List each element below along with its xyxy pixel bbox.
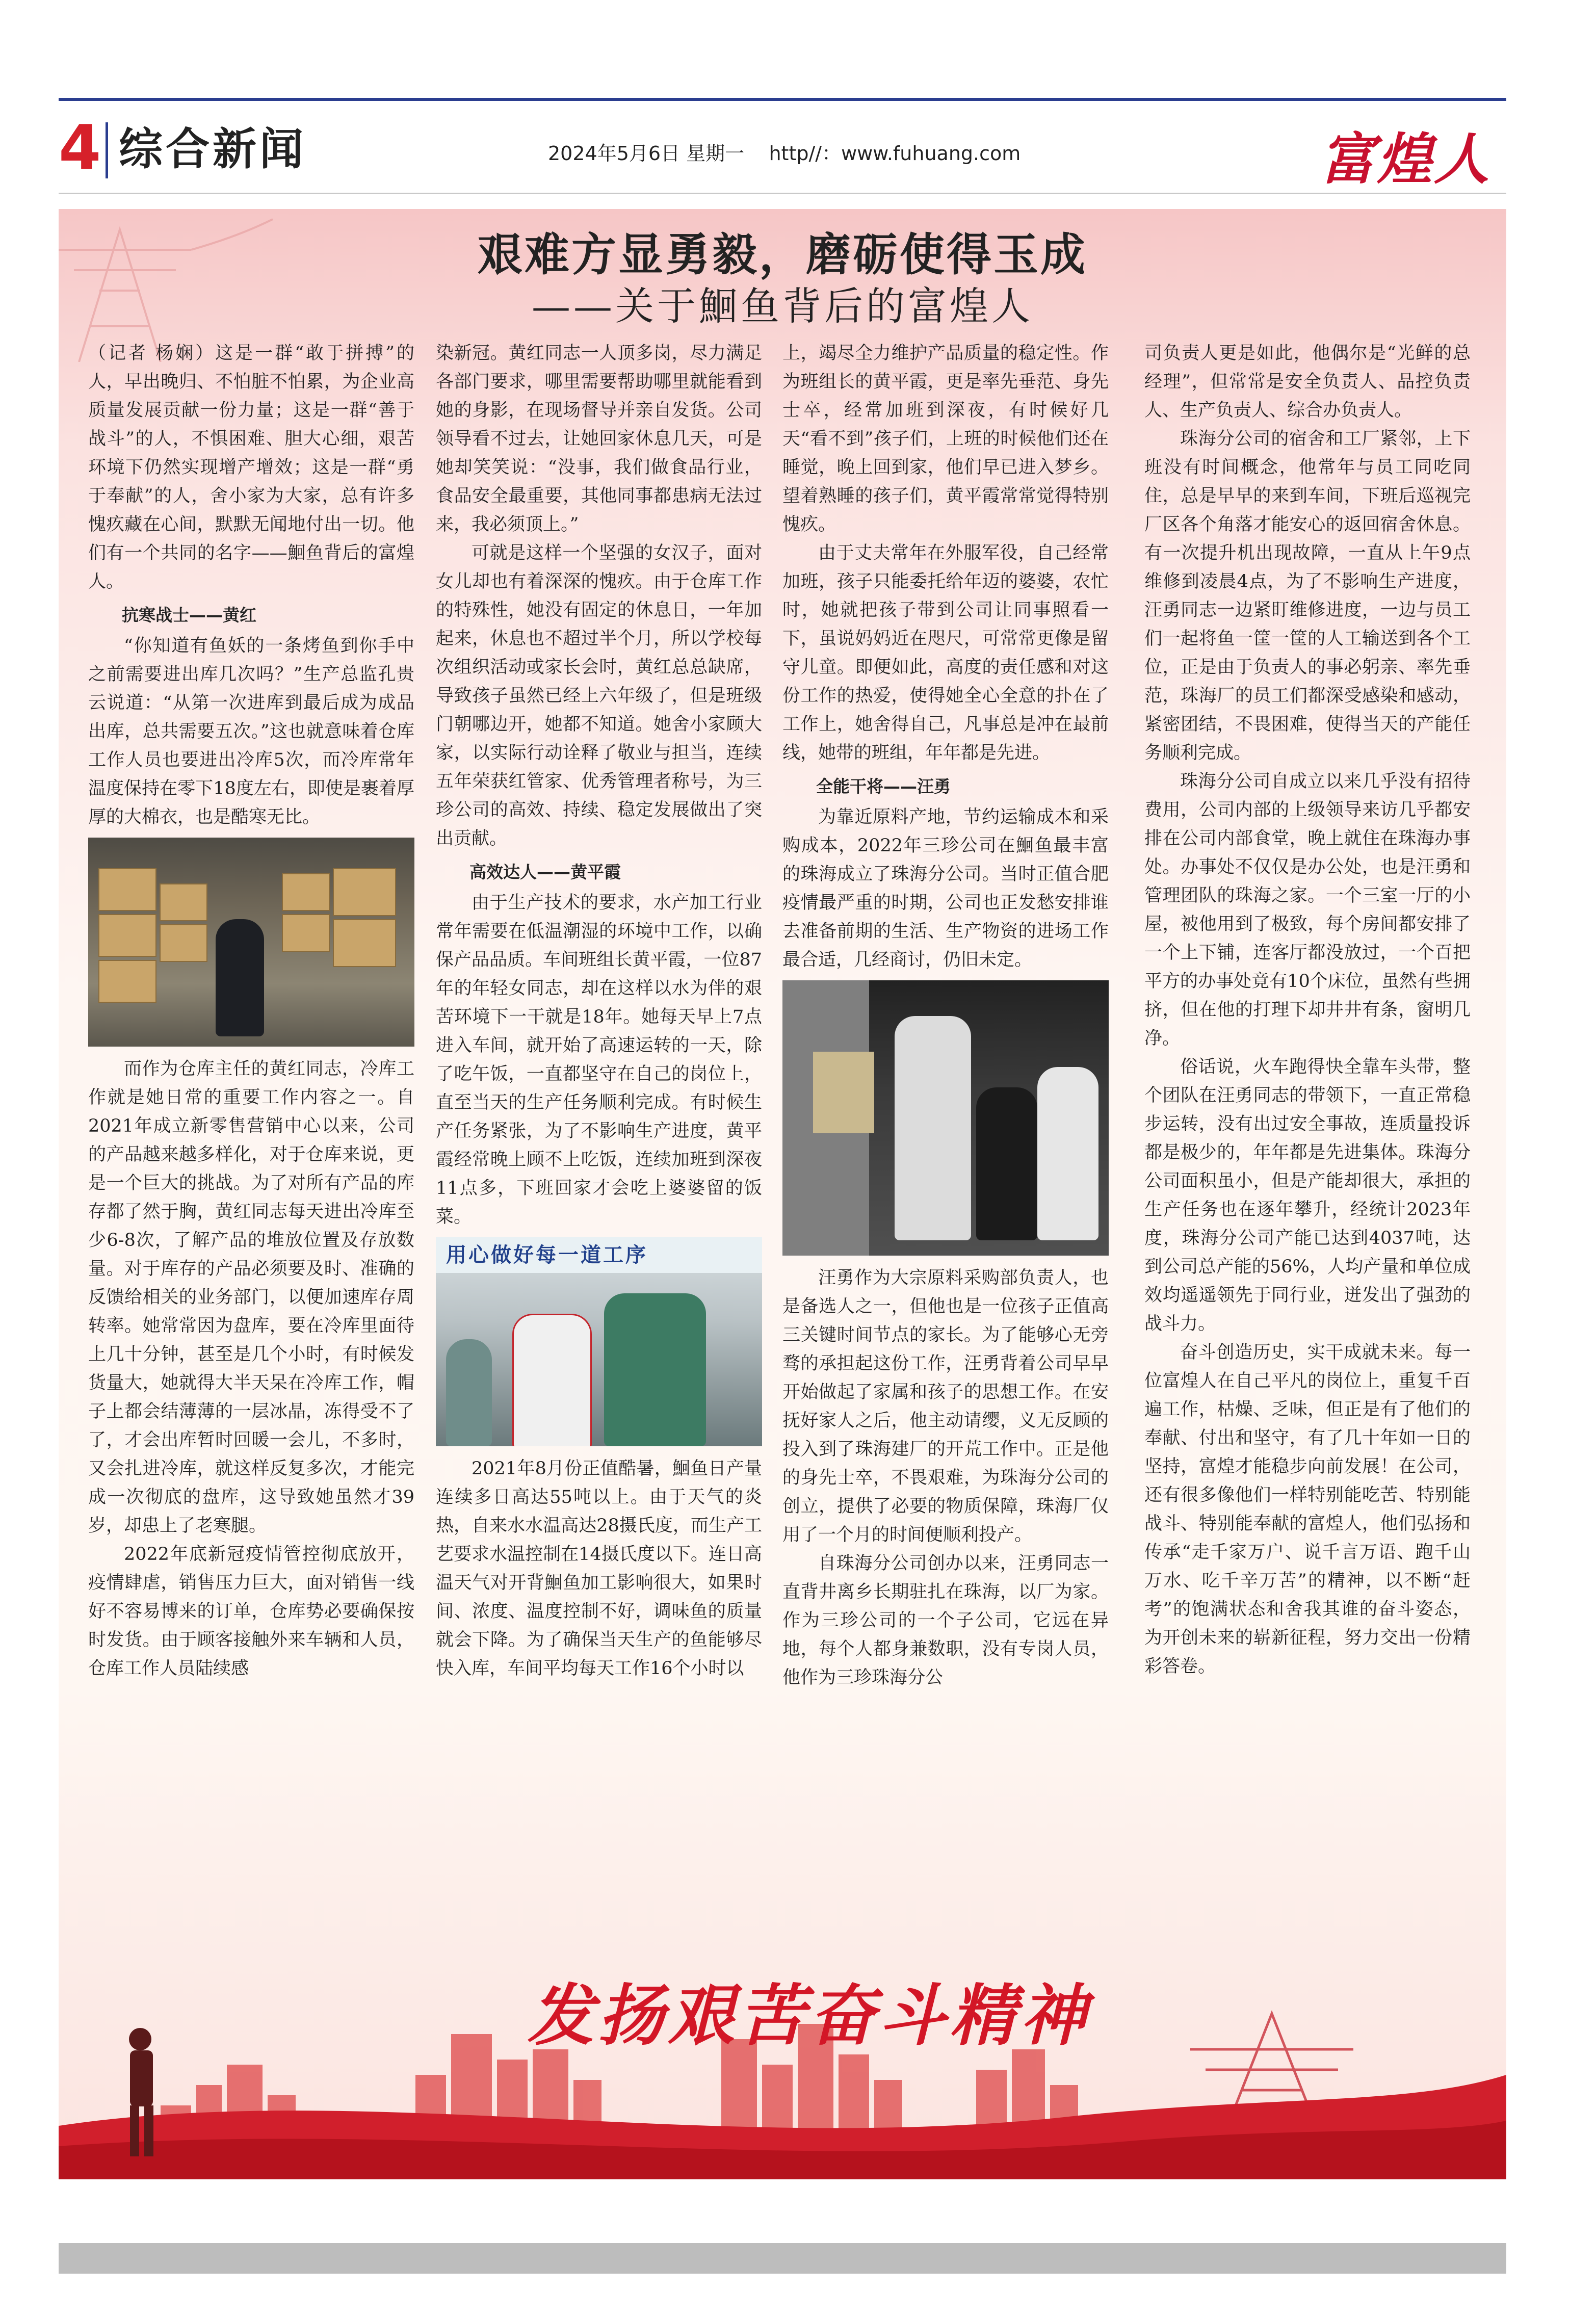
section-title: 综合新闻 <box>119 124 306 175</box>
paragraph: 为靠近原料产地，节约运输成本和采购成本，2022年三珍公司在鮰鱼最丰富的珠海成立了珠海分公司。当时正值合肥疫情最严重的时期，公司也正发愁安排谁去准备前期的生活、生产物资的进场工作最合适，几经商讨，仍旧未定。 <box>782 807 1109 970</box>
article-title: 艰难方显勇毅，磨砺使得玉成 <box>477 228 1087 281</box>
paragraph: 奋斗创造历史，实干成就未来。每一位富煌人在自己平凡的岗位上，重复千百遍工作，枯燥、乏味，但正是有了他们的奉献、付出和坚守，有了几十年如一日的坚持，富煌才能稳步向前发展！在公司，还有很多像他们一样特别能吃苦、特别能战斗、特别能奉献的富煌人，他们弘扬和传承“走千家万户、说千言万语、跑千山万水、吃千辛万苦”的精神，以不断“赶考”的饱满状态和舍我其谁的奋斗姿态，为开创未来的崭新征程，努力交出一份精彩答卷。 <box>1144 1342 1471 1677</box>
carton <box>98 914 156 957</box>
dateline <box>548 138 1021 166</box>
section-heading: 全能干将——汪勇 <box>816 776 951 796</box>
masthead-rule <box>59 193 1506 194</box>
section-heading: 抗寒战士——黄红 <box>122 605 256 625</box>
worker-figure <box>446 1339 492 1446</box>
paragraph: 俗话说，火车跑得快全靠车头带，整个团队在汪勇同志的带领下，一直正常稳步运转，没有出过安全事故，连质量投诉都是极少的，年年都是先进集体。珠海分公司面积虽小，但是产能却很大，承担的生产任务也在逐年攀升，经统计2023年度，珠海分公司产能已达到4037吨，达到公司总产能的56%，人均产量和单位成效均遥遥领先于同行业，迸发出了强劲的战斗力。 <box>1144 1057 1471 1334</box>
article-column-1 <box>88 339 414 1683</box>
carton <box>282 914 330 952</box>
machine-panel <box>813 1052 874 1133</box>
workshop-banner: 用心做好每一道工序 <box>436 1237 762 1273</box>
worker-figure <box>976 1087 1037 1240</box>
slogan-banner: 发扬艰苦奋斗精神 <box>528 1976 1091 2054</box>
paragraph: 2022年底新冠疫情管控彻底放开，疫情肆虐，销售压力巨大，面对销售一线好不容易博来的订单，仓库势必要确保按时发货。由于顾客接触外来车辆和人员，仓库工作人员陆续感 <box>88 1544 414 1679</box>
paragraph: 染新冠。黄红同志一人顶多岗，尽力满足各部门要求，哪里需要帮助哪里就能看到她的身影，在现场督导并亲自发货。公司领导看不过去，让她回家休息几天，可是她却笑笑说：“没事，我们做食品行业，食品安全最重要，其他同事都患病无法过来，我必须顶上。” <box>436 343 762 535</box>
article-column-4 <box>1144 339 1471 1681</box>
carton <box>282 873 330 911</box>
worker-figure <box>512 1314 592 1446</box>
paragraph: 珠海分公司的宿舍和工厂紧邻，上下班没有时间概念，他常年与员工同吃同住，总是早早的来到车间，下班后巡视完厂区各个角落才能安心的返回宿舍休息。有一次提升机出现故障，一直从上午9点维修到凌晨4点，为了不影响生产进度，汪勇同志一边紧盯维修进度，一边与员工们一起将鱼一筐一筐的人工输送到各个工位，正是由于负责人的事必躬亲、率先垂范，珠海厂的员工们都深受感染和感动，紧密团结，不畏困难，使得当天的产能任务顺利完成。 <box>1144 429 1471 763</box>
worker-figure <box>895 1016 971 1240</box>
paragraph: 自珠海分公司创办以来，汪勇同志一直背井离乡长期驻扎在珠海，以厂为家。作为三珍公司的一个子公司，它远在异地，每个人都身兼数职，没有专岗人员，他作为三珍珠海分公 <box>782 1553 1109 1688</box>
carton <box>98 868 156 911</box>
top-rule <box>59 98 1506 101</box>
carton <box>160 924 207 962</box>
feature-panel <box>59 209 1506 2179</box>
workshop-photo <box>436 1237 762 1446</box>
masthead <box>59 112 1506 192</box>
worker-figure <box>216 919 264 1036</box>
issue-date: 2024年5月6日 星期一 <box>548 142 745 165</box>
factory-night-photo <box>782 980 1109 1256</box>
worker-figure <box>1037 1067 1098 1240</box>
paragraph: 上，竭尽全力维护产品质量的稳定性。作为班组长的黄平霞，更是率先垂范、身先士卒，经常加班到深夜，有时候好几天“看不到”孩子们，上班的时候他们还在睡觉，晚上回到家，他们早已进入梦乡。望着熟睡的孩子们，黄平霞常常觉得特别愧疚。 <box>782 343 1109 535</box>
carton <box>160 883 207 921</box>
paragraph: “你知道有鱼妖的一条烤鱼到你手中之前需要进出库几次吗？”生产总监孔贵云说道：“从第一次进库到最后成为成品出库，总共需要五次。”这也就意味着仓库工作人员也要进出冷库5次，而冷库常年温度保持在零下18度左右，即使是裹着厚厚的大棉衣，也是酷寒无比。 <box>88 636 414 827</box>
carton <box>333 919 396 967</box>
paragraph: 珠海分公司自成立以来几乎没有招待费用，公司内部的上级领导来访几乎都安排在公司内部食堂，晚上就住在珠海办事处。办事处不仅仅是办公处，也是汪勇和管理团队的珠海之家。一个三室一厅的小屋，被他用到了极致，每个房间都安排了一个上下铺，连客厅都没放过，一个百把平方的办事处竟有10个床位，虽然有些拥挤，但在他的打理下却井井有条，窗明几净。 <box>1144 771 1471 1049</box>
paragraph: 2021年8月份正值酷暑，鮰鱼日产量连续多日高达55吨以上。由于天气的炎热，自来水水温高达28摄氏度，而生产工艺要求水温控制在14摄氏度以下。连日高温天气对开背鮰鱼加工影响很大，如果时间、浓度、温度控制不好，调味鱼的质量就会下降。为了确保当天生产的鱼能够尽快入库，车间平均每天工作16个小时以 <box>436 1458 762 1679</box>
section-heading: 高效达人——黄平霞 <box>469 862 621 882</box>
paragraph: 由于生产技术的要求，水产加工行业常年需要在低温潮湿的环境中工作，以确保产品品质。车间班组长黄平霞，一位87年的年轻女同志，却在这样以水为伴的艰苦环境下一干就是18年。她每天早上7点进入车间，就开始了高速运转的一天，除了吃午饭，一直都坚守在自己的岗位上，直至当天的生产任务顺利完成。有时候生产任务紧张，为了不影响生产进度，黄平霞经常晚上顾不上吃饭，连续加班到深夜11点多，下班回家才会吃上婆婆留的饭菜。 <box>436 893 762 1227</box>
article-column-3 <box>782 339 1109 1692</box>
footer-band <box>59 2243 1506 2274</box>
masthead-divider <box>106 122 108 178</box>
carton <box>333 868 396 916</box>
paragraph: 可就是这样一个坚强的女汉子，面对女儿却也有着深深的愧疚。由于仓库工作的特殊性，她没有固定的休息日，一年加起来，休息也不超过半个月，所以学校每次组织活动或家长会时，黄红总总缺席，导致孩子虽然已经上六年级了，但是班级门朝哪边开，她都不知道。她舍小家顾大家，以实际行动诠释了敬业与担当，连续五年荣获红管家、优秀管理者称号，为三珍公司的高效、持续、稳定发展做出了突出贡献。 <box>436 543 762 849</box>
brand-logo: 富煌人 <box>1319 127 1491 192</box>
article-subtitle: ——关于鮰鱼背后的富煌人 <box>532 283 1033 329</box>
paragraph: （记者 杨娴）这是一群“敢于拼搏”的人，早出晚归、不怕脏不怕累，为企业高质量发展贡献一份力量；这是一群“善于战斗”的人，不惧困难、胆大心细，艰苦环境下仍然实现增产增效；这是一群“勇于奉献”的人，舍小家为大家，总有许多愧疚藏在心间，默默无闻地付出一切。他们有一个共同的名字——鮰鱼背后的富煌人。 <box>88 343 414 592</box>
paragraph: 司负责人更是如此，他偶尔是“光鲜的总经理”，但常常是安全负责人、品控负责人、生产负责人、综合办负责人。 <box>1144 343 1471 421</box>
paragraph: 汪勇作为大宗原料采购部负责人，也是备选人之一，但他也是一位孩子正值高三关键时间节点的家长。为了能够心无旁骛的承担起这份工作，汪勇背着公司早早开始做起了家属和孩子的思想工作。在安抚好家人之后，他主动请缨，义无反顾的投入到了珠海建厂的开荒工作中。正是他的身先士卒，不畏艰难，为珠海分公司的创立，提供了必要的物质保障，珠海厂仅用了一个月的时间便顺利投产。 <box>782 1268 1109 1545</box>
site-url[interactable]: http//：www.fuhuang.com <box>769 142 1021 165</box>
carton <box>98 960 156 1003</box>
paragraph: 而作为仓库主任的黄红同志，冷库工作就是她日常的重要工作内容之一。自2021年成立新零售营销中心以来，公司的产品越来越多样化，对于仓库来说，更是一个巨大的挑战。为了对所有产品的库存都了然于胸，黄红同志每天进出冷库至少6-8次，了解产品的堆放位置及存放数量。对于库存的产品必须要及时、准确的反馈给相关的业务部门，以便加速库存周转率。她常常因为盘库，要在冷库里面待上几十分钟，甚至是几个小时，有时候发货量大，她就得大半天呆在冷库工作，帽子上都会结薄薄的一层冰晶，冻得受不了了，才会出库暂时回暖一会儿，不多时，又会扎进冷库，就这样反复多次，才能完成一次彻底的盘库，这导致她虽然才39岁，却患上了老寒腿。 <box>88 1059 414 1536</box>
paragraph: 由于丈夫常年在外服军役，自己经常加班，孩子只能委托给年迈的婆婆，农忙时，她就把孩子带到公司让同事照看一下，虽说妈妈近在咫尺，可常常更像是留守儿童。即便如此，高度的责任感和对这份工作的热爱，使得她全心全意的扑在了工作上，她舍得自己，凡事总是冲在最前线，她带的班组，年年都是先进。 <box>782 543 1109 763</box>
page-number: 4 <box>59 113 101 184</box>
worker-figure <box>604 1293 706 1446</box>
article-column-2 <box>436 339 762 1683</box>
cold-storage-photo <box>88 838 414 1047</box>
